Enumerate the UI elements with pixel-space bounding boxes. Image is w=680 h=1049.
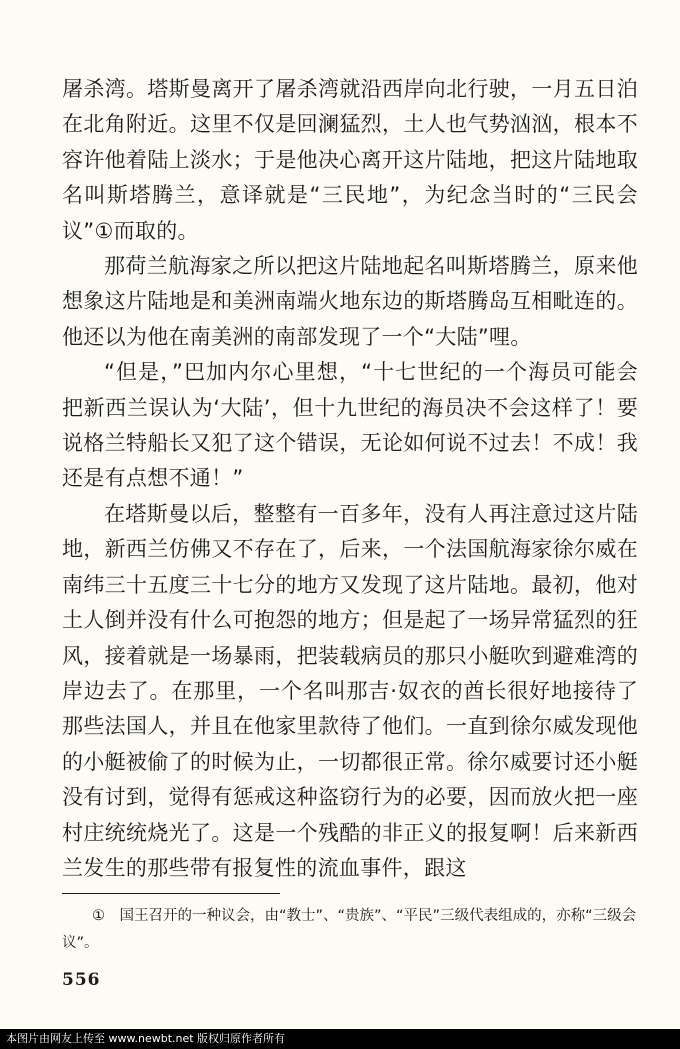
footnote-divider [62,893,280,894]
footnote [62,903,638,957]
paragraph-1: 屠杀湾。塔斯曼离开了屠杀湾就沿西岸向北行驶，一月五日泊在北角附近。这里不仅是回澜猛烈，土人也气势汹汹，根本不容许他着陆上淡水；于是他决心离开这片陆地，把这片陆地取名叫斯塔腾兰，意译就是“三民地”，为纪念当时的“三民会议”①而取的。 [62,77,638,243]
paragraph-2: 那荷兰航海家之所以把这片陆地起名叫斯塔腾兰，原来他想象这片陆地是和美洲南端火地东边的斯塔腾岛互相毗连的。他还以为他在南美洲的南部发现了一个“大陆”哩。 [62,254,638,349]
paragraph-4: 在塔斯曼以后，整整有一百多年，没有人再注意过这片陆地，新西兰仿佛又不存在了，后来，一个法国航海家徐尔威在南纬三十五度三十七分的地方又发现了这片陆地。最初，他对土人倒并没有什么可抱怨的地方；但是起了一场异常猛烈的狂风，接着就是一场暴雨，把装载病员的那只小艇吹到避难湾的岸边去了。在那里，一个名叫那吉·奴衣的酋长很好地接待了那些法国人，并且在他家里款待了他们。一直到徐尔威发现他的小艇被偷了的时候为止，一切都很正常。徐尔威要讨还小艇没有讨到，觉得有惩戒这种盗窃行为的必要，因而放火把一座村庄统统烧光了。这是一个残酷的非正义的报复啊！后来新西兰发生的那些带有报复性的流血事件，跟这 [62,501,638,880]
body-text [62,72,638,886]
paragraph-3: “但是，”巴加内尔心里想，“十七世纪的一个海员可能会把新西兰误认为‘大陆’，但十九世纪的海员决不会这样了！要说格兰特船长又犯了这个错误，无论如何说不过去！不成！我还是有点想不通！” [62,360,638,491]
watermark-bar: 本图片由网友上传至 www.newbt.net 版权归原作者所有 [0,1029,680,1049]
page-number: 556 [62,970,101,990]
footnote-text: ① 国王召开的一种议会，由“教士”、“贵族”、“平民”三级代表组成的，亦称“三级会议”。 [62,908,637,951]
